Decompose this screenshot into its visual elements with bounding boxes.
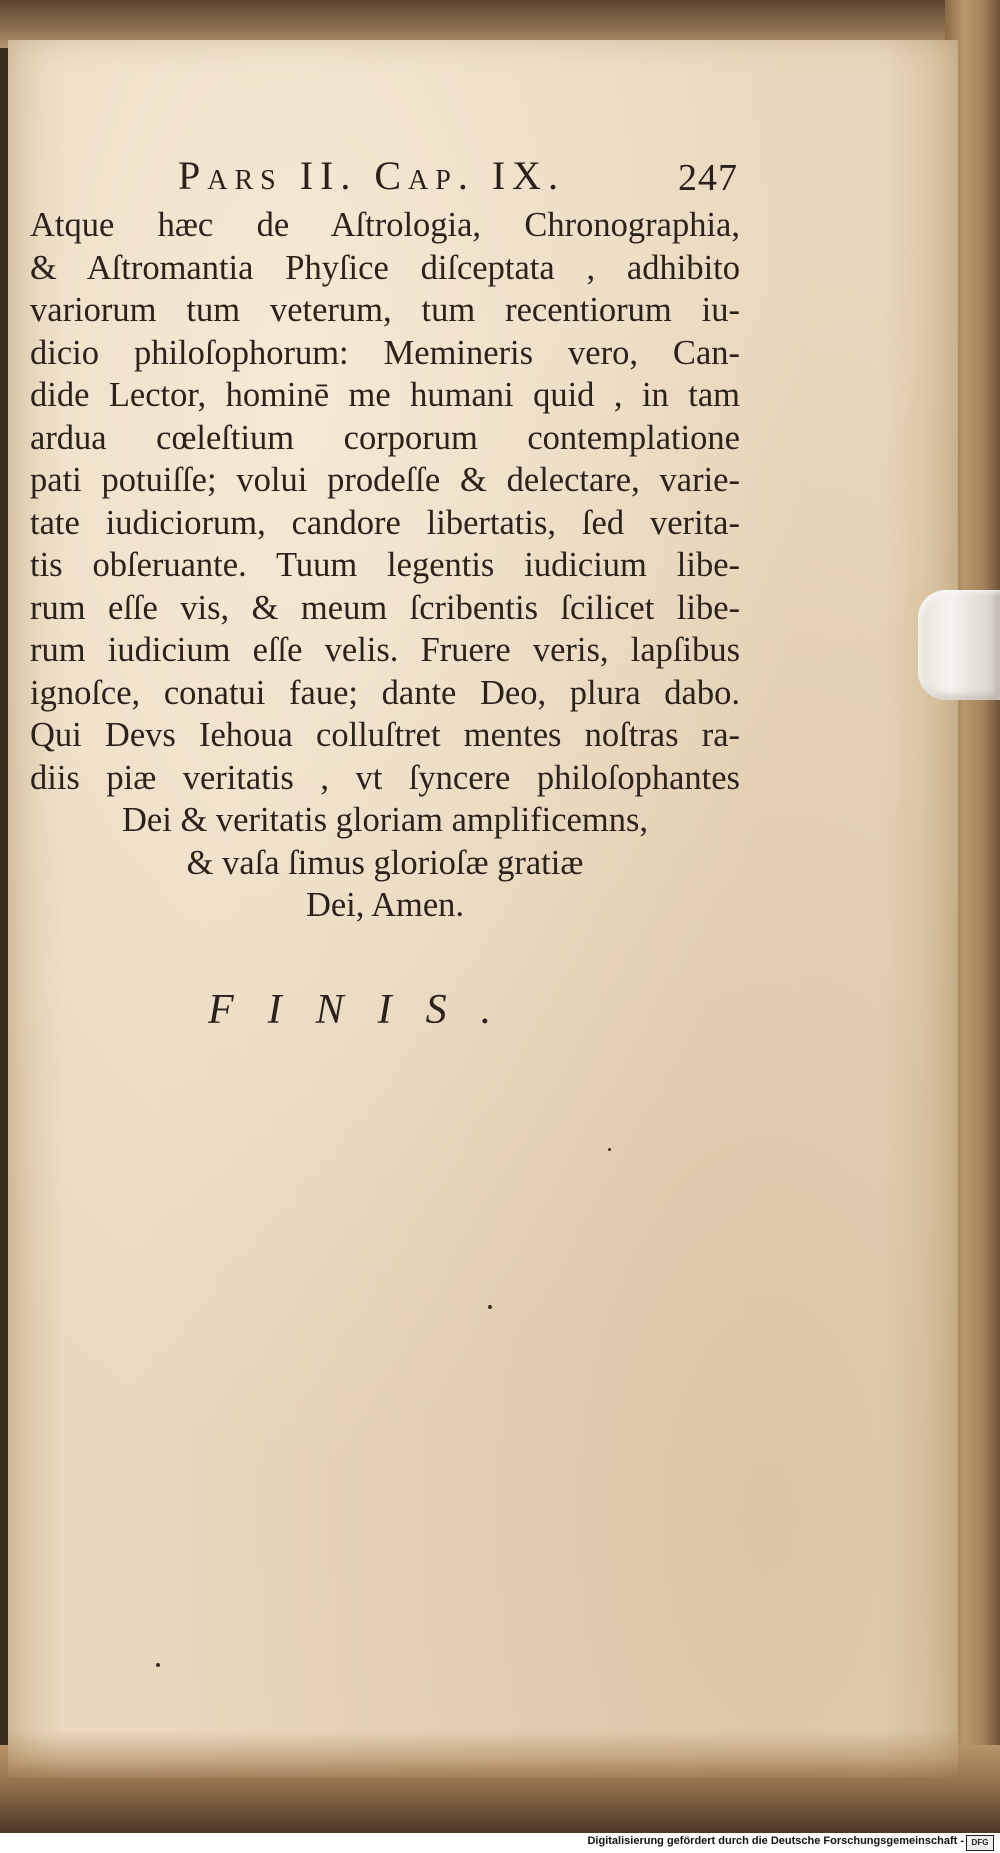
running-head (178, 152, 738, 202)
text-line: tate iudiciorum, candore libertatis, ſed verita- (30, 503, 740, 542)
text-line: ignoſce, conatui faue; dante Deo, plura dabo. (30, 673, 740, 712)
text-line: tis obſeruante. Tuum legentis iudicium libe- (30, 546, 740, 584)
book-clasp (918, 590, 1000, 700)
paper-fleck (488, 1305, 492, 1309)
book-page (8, 40, 958, 1778)
text-line: ardua cœleſtium corporum contemplatione (30, 418, 740, 457)
closing-line: Dei, Amen. (305, 886, 465, 924)
text-line: variorum tum veterum, tum recentiorum iu- (30, 291, 740, 329)
closing-line: & vaſa ſimus glorioſæ gratiæ (186, 843, 584, 882)
body-text (30, 204, 740, 927)
text-line: dide Lector, hominē me humani quid , in tam (30, 376, 740, 414)
worn-page-edge (8, 1730, 958, 1778)
text-line: Qui Devs Iehoua colluſtret mentes noſtras ra- (30, 716, 740, 754)
page-number: 247 (678, 157, 738, 199)
text-line: rum iudicium eſſe velis. Fruere veris, lapſibus (30, 631, 740, 669)
text-line: diis piæ veritatis , vt ſyncere philoſophantes (30, 758, 740, 797)
digitization-credit: Digitalisierung gefördert durch die Deutsche Forschungsgemeinschaft - (587, 1835, 964, 1847)
footer-bar (0, 1833, 1000, 1853)
closing-line: Dei & veritatis gloriam amplificemns, (122, 801, 648, 839)
text-line: dicio philoſophorum: Memineris vero, Can- (30, 333, 740, 372)
text-line: Atque hæc de Aſtrologia, Chronographia, (30, 206, 740, 244)
text-line: rum eſſe vis, & meum ſcribentis ſcilicet libe- (30, 588, 740, 627)
text-line: pati potuiſſe; volui prodeſſe & delectare, varie- (30, 461, 740, 499)
running-title: Pars II. Cap. IX. (178, 153, 566, 198)
text-line: & Aſtromantia Phyſice diſceptata , adhibito (30, 248, 740, 287)
paper-fleck (608, 1148, 611, 1151)
paper-fleck (156, 1663, 160, 1667)
finis-label: FINIS. (208, 987, 526, 1033)
dfg-logo-icon: DFG (966, 1835, 994, 1851)
